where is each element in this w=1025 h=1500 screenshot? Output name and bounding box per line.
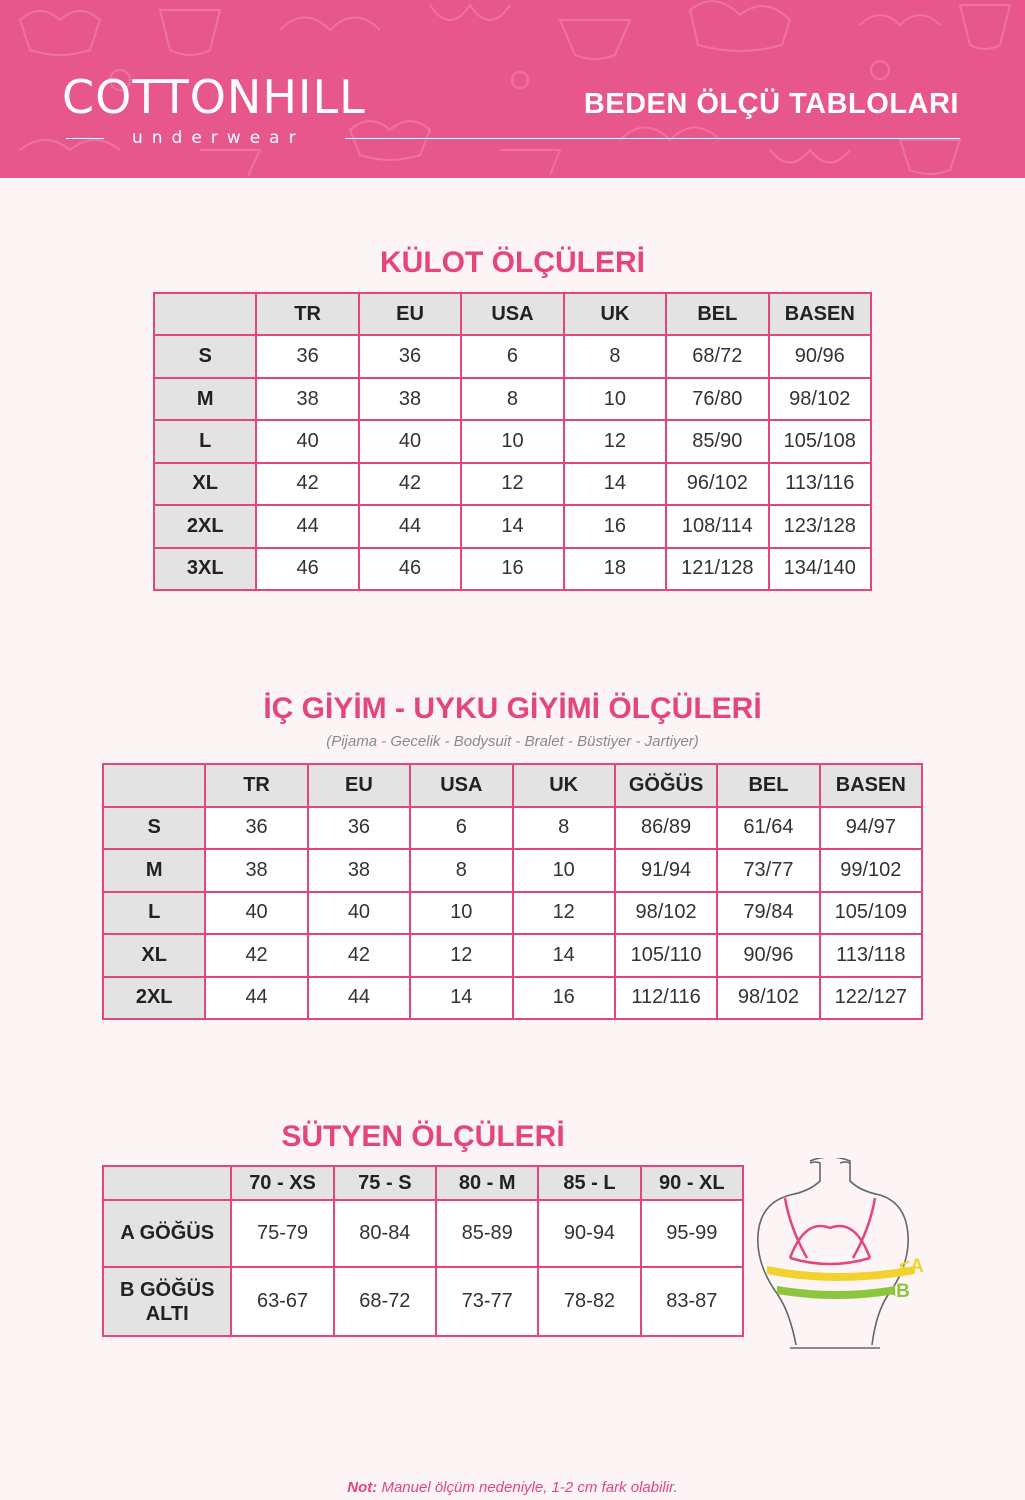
table-cell: 96/102 <box>666 463 768 505</box>
table-row <box>103 1200 743 1267</box>
measure-a-band <box>767 1266 915 1281</box>
column-header: TR <box>256 293 358 335</box>
table-header-row <box>154 293 871 335</box>
table-cell: 12 <box>513 892 615 935</box>
row-header: M <box>154 378 256 420</box>
measure-b-band <box>777 1286 895 1299</box>
table-cell: 8 <box>461 378 563 420</box>
table-cell: 44 <box>308 977 410 1020</box>
table-cell: 73-77 <box>436 1267 538 1336</box>
table-cell: 38 <box>205 849 307 892</box>
footnote <box>0 1479 1025 1496</box>
table-cell: 12 <box>564 420 666 462</box>
table-cell: 108/114 <box>666 505 768 547</box>
column-header: UK <box>564 293 666 335</box>
table-row <box>154 335 871 377</box>
table-cell: 134/140 <box>769 548 871 590</box>
table-cell: 12 <box>410 934 512 977</box>
table-cell: 76/80 <box>666 378 768 420</box>
table-cell: 113/116 <box>769 463 871 505</box>
table-cell: 121/128 <box>666 548 768 590</box>
table-cell: 75-79 <box>231 1200 333 1267</box>
table-cell: 85-89 <box>436 1200 538 1267</box>
column-header: USA <box>410 764 512 807</box>
table-row <box>103 892 922 935</box>
column-header: TR <box>205 764 307 807</box>
row-header: XL <box>103 934 205 977</box>
table-row <box>154 463 871 505</box>
table-cell: 38 <box>308 849 410 892</box>
table-cell: 123/128 <box>769 505 871 547</box>
table-cell: 6 <box>410 807 512 850</box>
table-cell: 44 <box>256 505 358 547</box>
corner-cell <box>103 764 205 807</box>
table-cell: 105/110 <box>615 934 717 977</box>
table-cell: 122/127 <box>820 977 922 1020</box>
table-cell: 73/77 <box>717 849 819 892</box>
mannequin-right-outline <box>810 1158 908 1345</box>
table-row <box>154 420 871 462</box>
column-header: 70 - XS <box>231 1166 333 1200</box>
table-cell: 40 <box>359 420 461 462</box>
table-cell: 6 <box>461 335 563 377</box>
note-text: Manuel ölçüm nedeniyle, 1-2 cm fark olabilir. <box>377 1479 678 1496</box>
header-divider <box>345 138 960 139</box>
brand-logo: COTTONHILL <box>62 70 366 124</box>
row-header: L <box>103 892 205 935</box>
table-cell: 79/84 <box>717 892 819 935</box>
table-cell: 98/102 <box>769 378 871 420</box>
table-cell: 10 <box>461 420 563 462</box>
table-cell: 113/118 <box>820 934 922 977</box>
sutyen-size-table <box>102 1165 744 1337</box>
brand-logo-sub: underwear <box>132 128 305 148</box>
table-cell: 10 <box>513 849 615 892</box>
table-cell: 10 <box>564 378 666 420</box>
table-row <box>103 807 922 850</box>
table-row <box>103 1267 743 1336</box>
table-row <box>103 934 922 977</box>
table-cell: 91/94 <box>615 849 717 892</box>
table-header-row <box>103 1166 743 1200</box>
table-cell: 16 <box>513 977 615 1020</box>
table-cell: 44 <box>359 505 461 547</box>
table-cell: 36 <box>359 335 461 377</box>
table-cell: 36 <box>205 807 307 850</box>
table-header-row <box>103 764 922 807</box>
table-cell: 90/96 <box>717 934 819 977</box>
table-cell: 98/102 <box>615 892 717 935</box>
icgiyim-subtitle: (Pijama - Gecelik - Bodysuit - Bralet - Büstiyer - Jartiyer) <box>326 733 699 750</box>
table-cell: 44 <box>205 977 307 1020</box>
column-header: 80 - M <box>436 1166 538 1200</box>
sutyen-title: SÜTYEN ÖLÇÜLERİ <box>281 1120 565 1153</box>
row-header-line: B GÖĞÜS <box>119 1278 215 1301</box>
table-cell: 14 <box>513 934 615 977</box>
table-cell: 86/89 <box>615 807 717 850</box>
marker-b-label: <B <box>885 1281 910 1302</box>
kulot-size-table <box>153 292 872 591</box>
column-header: 75 - S <box>334 1166 436 1200</box>
table-cell: 68-72 <box>334 1267 436 1336</box>
table-cell: 85/90 <box>666 420 768 462</box>
icgiyim-title: İÇ GİYİM - UYKU GİYİMİ ÖLÇÜLERİ <box>263 692 762 725</box>
table-cell: 99/102 <box>820 849 922 892</box>
row-header-line: ALTI <box>145 1302 189 1325</box>
row-header <box>103 1267 231 1336</box>
row-header: 2XL <box>154 505 256 547</box>
corner-cell <box>154 293 256 335</box>
table-cell: 46 <box>359 548 461 590</box>
column-header: BASEN <box>820 764 922 807</box>
mannequin-measurement-diagram <box>745 1158 945 1353</box>
table-cell: 14 <box>410 977 512 1020</box>
table-cell: 42 <box>359 463 461 505</box>
column-header: BASEN <box>769 293 871 335</box>
table-cell: 8 <box>410 849 512 892</box>
table-row <box>154 505 871 547</box>
table-cell: 38 <box>256 378 358 420</box>
row-header: S <box>103 807 205 850</box>
column-header: EU <box>308 764 410 807</box>
table-cell: 61/64 <box>717 807 819 850</box>
table-cell: 112/116 <box>615 977 717 1020</box>
table-cell: 42 <box>205 934 307 977</box>
column-header: GÖĞÜS <box>615 764 717 807</box>
table-cell: 8 <box>564 335 666 377</box>
note-label: Not: <box>347 1479 378 1496</box>
header-banner <box>0 0 1025 178</box>
table-cell: 36 <box>308 807 410 850</box>
table-cell: 46 <box>256 548 358 590</box>
table-cell: 105/108 <box>769 420 871 462</box>
column-header: 90 - XL <box>641 1166 743 1200</box>
table-cell: 105/109 <box>820 892 922 935</box>
corner-cell <box>103 1166 231 1200</box>
table-cell: 40 <box>205 892 307 935</box>
table-cell: 16 <box>564 505 666 547</box>
row-header: XL <box>154 463 256 505</box>
table-cell: 16 <box>461 548 563 590</box>
table-cell: 94/97 <box>820 807 922 850</box>
table-row <box>103 977 922 1020</box>
table-cell: 95-99 <box>641 1200 743 1267</box>
column-header: BEL <box>717 764 819 807</box>
logo-divider-left <box>66 138 104 139</box>
table-cell: 90/96 <box>769 335 871 377</box>
table-cell: 14 <box>461 505 563 547</box>
table-cell: 40 <box>308 892 410 935</box>
table-row <box>103 849 922 892</box>
column-header: 85 - L <box>538 1166 640 1200</box>
row-header: A GÖĞÜS <box>103 1200 231 1267</box>
table-cell: 80-84 <box>334 1200 436 1267</box>
table-cell: 68/72 <box>666 335 768 377</box>
table-cell: 14 <box>564 463 666 505</box>
kulot-title: KÜLOT ÖLÇÜLERİ <box>380 246 645 279</box>
table-cell: 38 <box>359 378 461 420</box>
row-header: 3XL <box>154 548 256 590</box>
table-cell: 63-67 <box>231 1267 333 1336</box>
icgiyim-size-table <box>102 763 923 1020</box>
table-cell: 78-82 <box>538 1267 640 1336</box>
column-header: BEL <box>666 293 768 335</box>
table-cell: 12 <box>461 463 563 505</box>
table-cell: 40 <box>256 420 358 462</box>
table-cell: 42 <box>256 463 358 505</box>
table-cell: 36 <box>256 335 358 377</box>
table-cell: 42 <box>308 934 410 977</box>
row-header: L <box>154 420 256 462</box>
table-cell: 8 <box>513 807 615 850</box>
table-cell: 98/102 <box>717 977 819 1020</box>
table-cell: 83-87 <box>641 1267 743 1336</box>
marker-a-label: <A <box>899 1256 924 1277</box>
row-header: S <box>154 335 256 377</box>
table-cell: 18 <box>564 548 666 590</box>
column-header: USA <box>461 293 563 335</box>
column-header: EU <box>359 293 461 335</box>
column-header: UK <box>513 764 615 807</box>
row-header: 2XL <box>103 977 205 1020</box>
table-row <box>154 378 871 420</box>
page-title: BEDEN ÖLÇÜ TABLOLARI <box>583 88 959 120</box>
table-cell: 90-94 <box>538 1200 640 1267</box>
table-cell: 10 <box>410 892 512 935</box>
mannequin-left-outline <box>758 1162 820 1345</box>
row-header: M <box>103 849 205 892</box>
table-row <box>154 548 871 590</box>
